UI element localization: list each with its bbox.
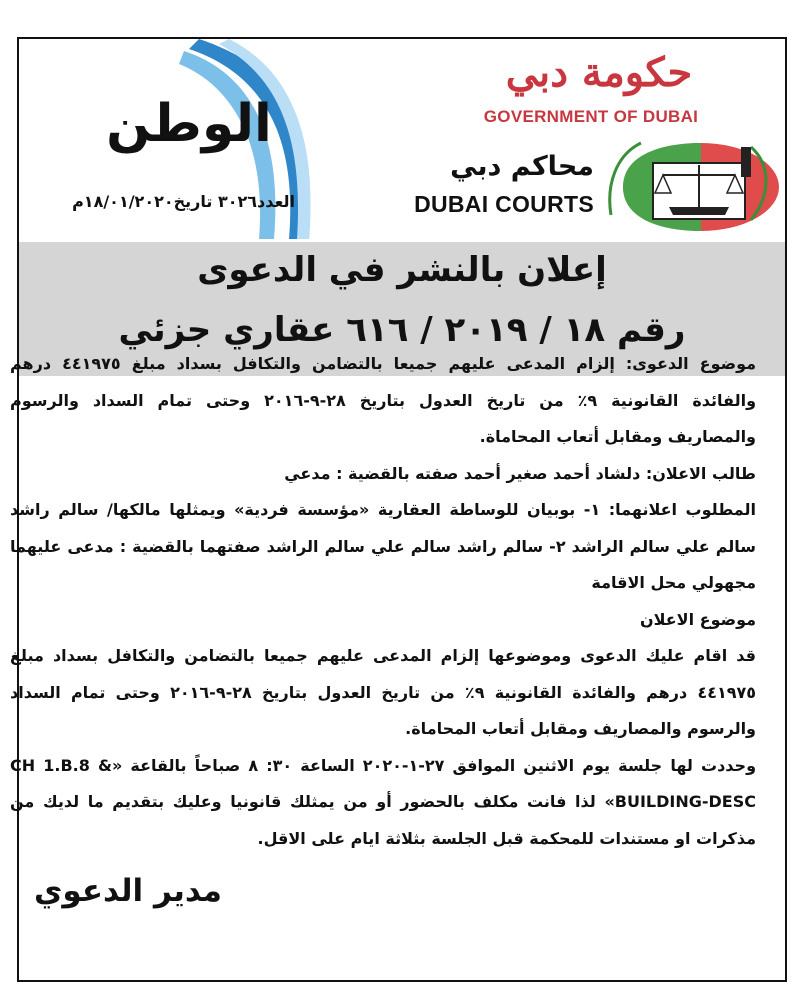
- notice-body: [10, 346, 756, 857]
- courts-english-name: DUBAI COURTS: [414, 191, 594, 217]
- notice-subject-heading: موضوع الاعلان: [639, 609, 756, 629]
- defendants: المطلوب اعلانهما: ١- بوبيان للوساطة العقارية «مؤسسة فردية» ويمثلها مالكها/ سالم راشد سالم علي سالم الراشد ٢- سالم راشد سالم علي سالم الراشد صفتهما بالقضية : مدعى عليهما مجهولي محل الاقامة: [10, 500, 757, 592]
- issue-number-date: العدد٣٠٢٦ تاريخ١٨/٠١/٢٠٢٠م: [72, 192, 295, 211]
- notice-title: إعلان بالنشر في الدعوى: [197, 250, 607, 290]
- government-arabic-logotype: حكومة دبي: [505, 49, 693, 96]
- plaintiff: طالب الاعلان: دلشاد أحمد صغير أحمد صفته بالقضية : مدعي: [284, 463, 756, 483]
- notice-header: [19, 39, 785, 239]
- signature: مدير الدعوي: [33, 873, 222, 909]
- hearing-details: وحددت لها جلسة يوم الاثنين الموافق ٢٧-١-٢٠٢٠ الساعة ٣٠: ٨ صباحاً بالقاعة «CH 1.B.8 & BUILDING-DESC» لذا فانت مكلف بالحضور أو من يمثلك قانونيا وعليك بتقديم ما لديك من مذكرات او مستندات للمحكمة قبل الجلسة بثلاثة ايام على الاقل.: [10, 755, 757, 848]
- courts-arabic-name: محاكم دبي: [450, 151, 594, 182]
- case-subject: موضوع الدعوى: إلزام المدعى عليهم جميعا بالتضامن والتكافل بسداد مبلغ ٤٤١٩٧٥ درهم والفائدة القانونية ٩٪ من تاريخ العدول بتاريخ ٢٨-٩-٢٠١٦ وحتى تمام السداد والرسوم والمصاريف ومقابل أتعاب المحاماة.: [10, 354, 757, 446]
- scales-of-justice-icon: [601, 135, 781, 235]
- case-number: رقم ١٨ / ٢٠١٩ / ٦١٦ عقاري جزئي: [118, 310, 686, 350]
- notice-subject: قد اقام عليك الدعوى وموضوعها إلزام المدعى عليهم جميعا بالتضامن والتكافل بسداد مبلغ ٤٤١٩٧٥ درهم والفائدة القانونية ٩٪ من تاريخ العدول بتاريخ ٢٨-٩-٢٠١٦ وحتى تمام السداد والرسوم والمصاريف ومقابل أتعاب المحاماة.: [10, 646, 757, 738]
- government-english-logotype: GOVERNMENT OF DUBAI: [483, 107, 699, 126]
- newspaper-name: الوطن: [106, 94, 272, 154]
